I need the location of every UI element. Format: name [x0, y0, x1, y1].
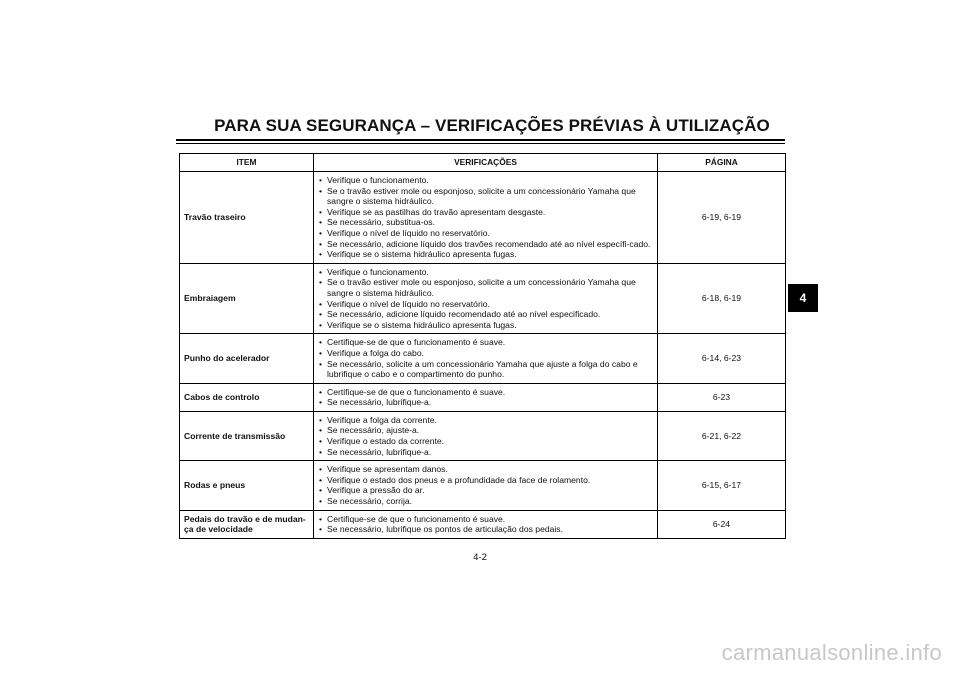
check-list-item: • Se necessário, ajuste-a. — [318, 425, 653, 436]
item-cell: Travão traseiro — [180, 172, 314, 264]
item-cell: Pedais do travão e de mudan-ça de velocidade — [180, 510, 314, 538]
page-ref-cell: 6-21, 6-22 — [658, 411, 786, 460]
item-cell: Rodas e pneus — [180, 461, 314, 510]
checks-cell — [314, 383, 658, 411]
table-row — [180, 411, 786, 460]
check-list-item: • Se necessário, corrija. — [318, 496, 653, 507]
header-item: ITEM — [180, 154, 314, 172]
checks-list — [318, 415, 653, 457]
checks-cell — [314, 334, 658, 383]
table-row — [180, 334, 786, 383]
chapter-tab: 4 — [788, 284, 818, 312]
checks-cell — [314, 263, 658, 334]
header-checks: VERIFICAÇÕES — [314, 154, 658, 172]
checks-cell — [314, 461, 658, 510]
page-ref-cell: 6-23 — [658, 383, 786, 411]
page-ref-cell: 6-15, 6-17 — [658, 461, 786, 510]
page-title: PARA SUA SEGURANÇA – VERIFICAÇÕES PRÉVIAS À UTILIZAÇÃO — [214, 116, 770, 135]
check-list-item: • Verifique o nível de líquido no reservatório. — [318, 299, 653, 310]
check-list-item: • Verifique o estado dos pneus e a profundidade da face de rolamento. — [318, 475, 653, 486]
check-list-item: • Verifique a folga do cabo. — [318, 348, 653, 359]
page-ref-cell: 6-24 — [658, 510, 786, 538]
page-ref-cell: 6-18, 6-19 — [658, 263, 786, 334]
page-number: 4-2 — [473, 552, 487, 563]
checklist-table-container — [179, 153, 785, 539]
item-cell: Punho do acelerador — [180, 334, 314, 383]
check-list-item: • Certifique-se de que o funcionamento é suave. — [318, 514, 653, 525]
check-list-item: • Se o travão estiver mole ou esponjoso, solicite a um concessionário Yamaha que sangre o sistema hidráulico. — [318, 186, 653, 207]
header-page: PÁGINA — [658, 154, 786, 172]
check-list-item: • Se necessário, lubrifique os pontos de articulação dos pedais. — [318, 524, 653, 535]
table-row — [180, 510, 786, 538]
check-list-item: • Verifique se o sistema hidráulico apresenta fugas. — [318, 320, 653, 331]
checks-list — [318, 175, 653, 260]
checks-list — [318, 514, 653, 535]
checks-list — [318, 464, 653, 506]
check-list-item: • Verifique a folga da corrente. — [318, 415, 653, 426]
check-list-item: • Se o travão estiver mole ou esponjoso, solicite a um concessionário Yamaha que sangre o sistema hidráulico. — [318, 277, 653, 298]
checks-cell — [314, 411, 658, 460]
checks-list — [318, 267, 653, 331]
item-cell: Cabos de controlo — [180, 383, 314, 411]
page-ref-cell: 6-19, 6-19 — [658, 172, 786, 264]
watermark: carmanualsonline.info — [721, 640, 942, 665]
check-list-item: • Se necessário, solicite a um concessionário Yamaha que ajuste a folga do cabo e lubrifique o cabo e o compartimento do punho. — [318, 359, 653, 380]
check-list-item: • Verifique se as pastilhas do travão apresentam desgaste. — [318, 207, 653, 218]
check-list-item: • Verifique o funcionamento. — [318, 267, 653, 278]
check-list-item: • Se necessário, adicione líquido dos travões recomendado até ao nível específi-cado. — [318, 239, 653, 250]
table-row — [180, 461, 786, 510]
check-list-item: • Verifique o estado da corrente. — [318, 436, 653, 447]
check-list-item: • Verifique o nível de líquido no reservatório. — [318, 228, 653, 239]
checks-cell — [314, 172, 658, 264]
pre-operation-checklist-table — [179, 153, 786, 539]
check-list-item: • Verifique a pressão do ar. — [318, 485, 653, 496]
checks-cell — [314, 510, 658, 538]
item-cell: Embraiagem — [180, 263, 314, 334]
check-list-item: • Certifique-se de que o funcionamento é suave. — [318, 337, 653, 348]
title-rule-thin — [176, 143, 785, 144]
check-list-item: • Se necessário, adicione líquido recomendado até ao nível especificado. — [318, 309, 653, 320]
check-list-item: • Verifique o funcionamento. — [318, 175, 653, 186]
check-list-item: • Verifique se apresentam danos. — [318, 464, 653, 475]
check-list-item: • Se necessário, substitua-os. — [318, 217, 653, 228]
check-list-item: • Se necessário, lubrifique-a. — [318, 447, 653, 458]
table-header-row — [180, 154, 786, 172]
table-body — [180, 172, 786, 539]
table-row — [180, 263, 786, 334]
table-row — [180, 383, 786, 411]
page-ref-cell: 6-14, 6-23 — [658, 334, 786, 383]
check-list-item: • Se necessário, lubrifique-a. — [318, 397, 653, 408]
checks-list — [318, 337, 653, 379]
check-list-item: • Certifique-se de que o funcionamento é suave. — [318, 387, 653, 398]
title-rule — [176, 139, 785, 141]
checks-list — [318, 387, 653, 408]
table-row — [180, 172, 786, 264]
check-list-item: • Verifique se o sistema hidráulico apresenta fugas. — [318, 249, 653, 260]
item-cell: Corrente de transmissão — [180, 411, 314, 460]
